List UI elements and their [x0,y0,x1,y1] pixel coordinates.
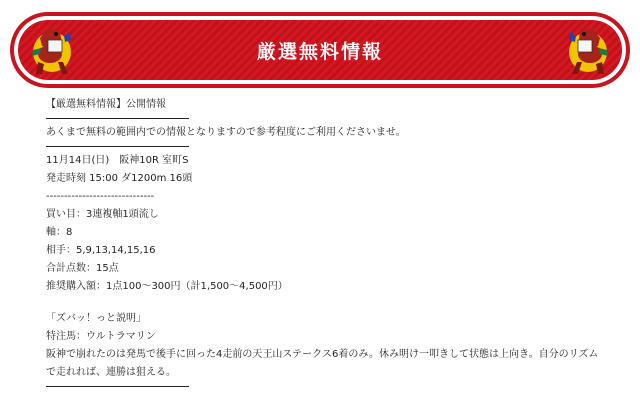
race-date: 11月14日(日) 阪神10R 室町S [46,155,189,166]
horse-mascot-icon [28,22,74,76]
total-points: 合計点数：15点 [46,263,119,274]
content-header: 【厳選無料情報】公開情報 [46,99,166,110]
divider-line [46,146,189,147]
explanation-title: 「ズバッ！っと説明」 [46,313,146,324]
bet-type: 買い目：3連複軸1頭流し [46,209,159,220]
banner-title: 厳選無料情報 [256,40,383,63]
divider-line [46,386,189,387]
partner-horses: 相手：5,9,13,14,15,16 [46,245,156,256]
explanation-body: 阪神で崩れたのは発馬で後手に回った4走前の天王山ステークス6着のみ。休み明け一叩きして状態は上向き。自分のリズムで走れれば、連勝は狙える。 [46,349,599,378]
axis-horse: 軸：8 [46,227,73,238]
race-start: 発走時刻 15:00 ダ1200m 16頭 [46,173,193,184]
spacer [46,296,606,310]
notice-text: あくまで無料の範囲内での情報となりますので参考程度にご利用くださいませ。 [46,127,406,138]
banner [10,12,630,88]
divider-line [46,118,189,119]
dash-divider: ------------------------------ [46,191,155,202]
featured-horse: 特注馬：ウルトラマリン [46,331,156,342]
article-content [46,96,606,392]
banner-striped-background [18,20,622,80]
recommended-amount: 推奨購入額：1点100〜300円（計1,500〜4,500円） [46,281,288,292]
horse-mascot-icon [566,22,612,76]
